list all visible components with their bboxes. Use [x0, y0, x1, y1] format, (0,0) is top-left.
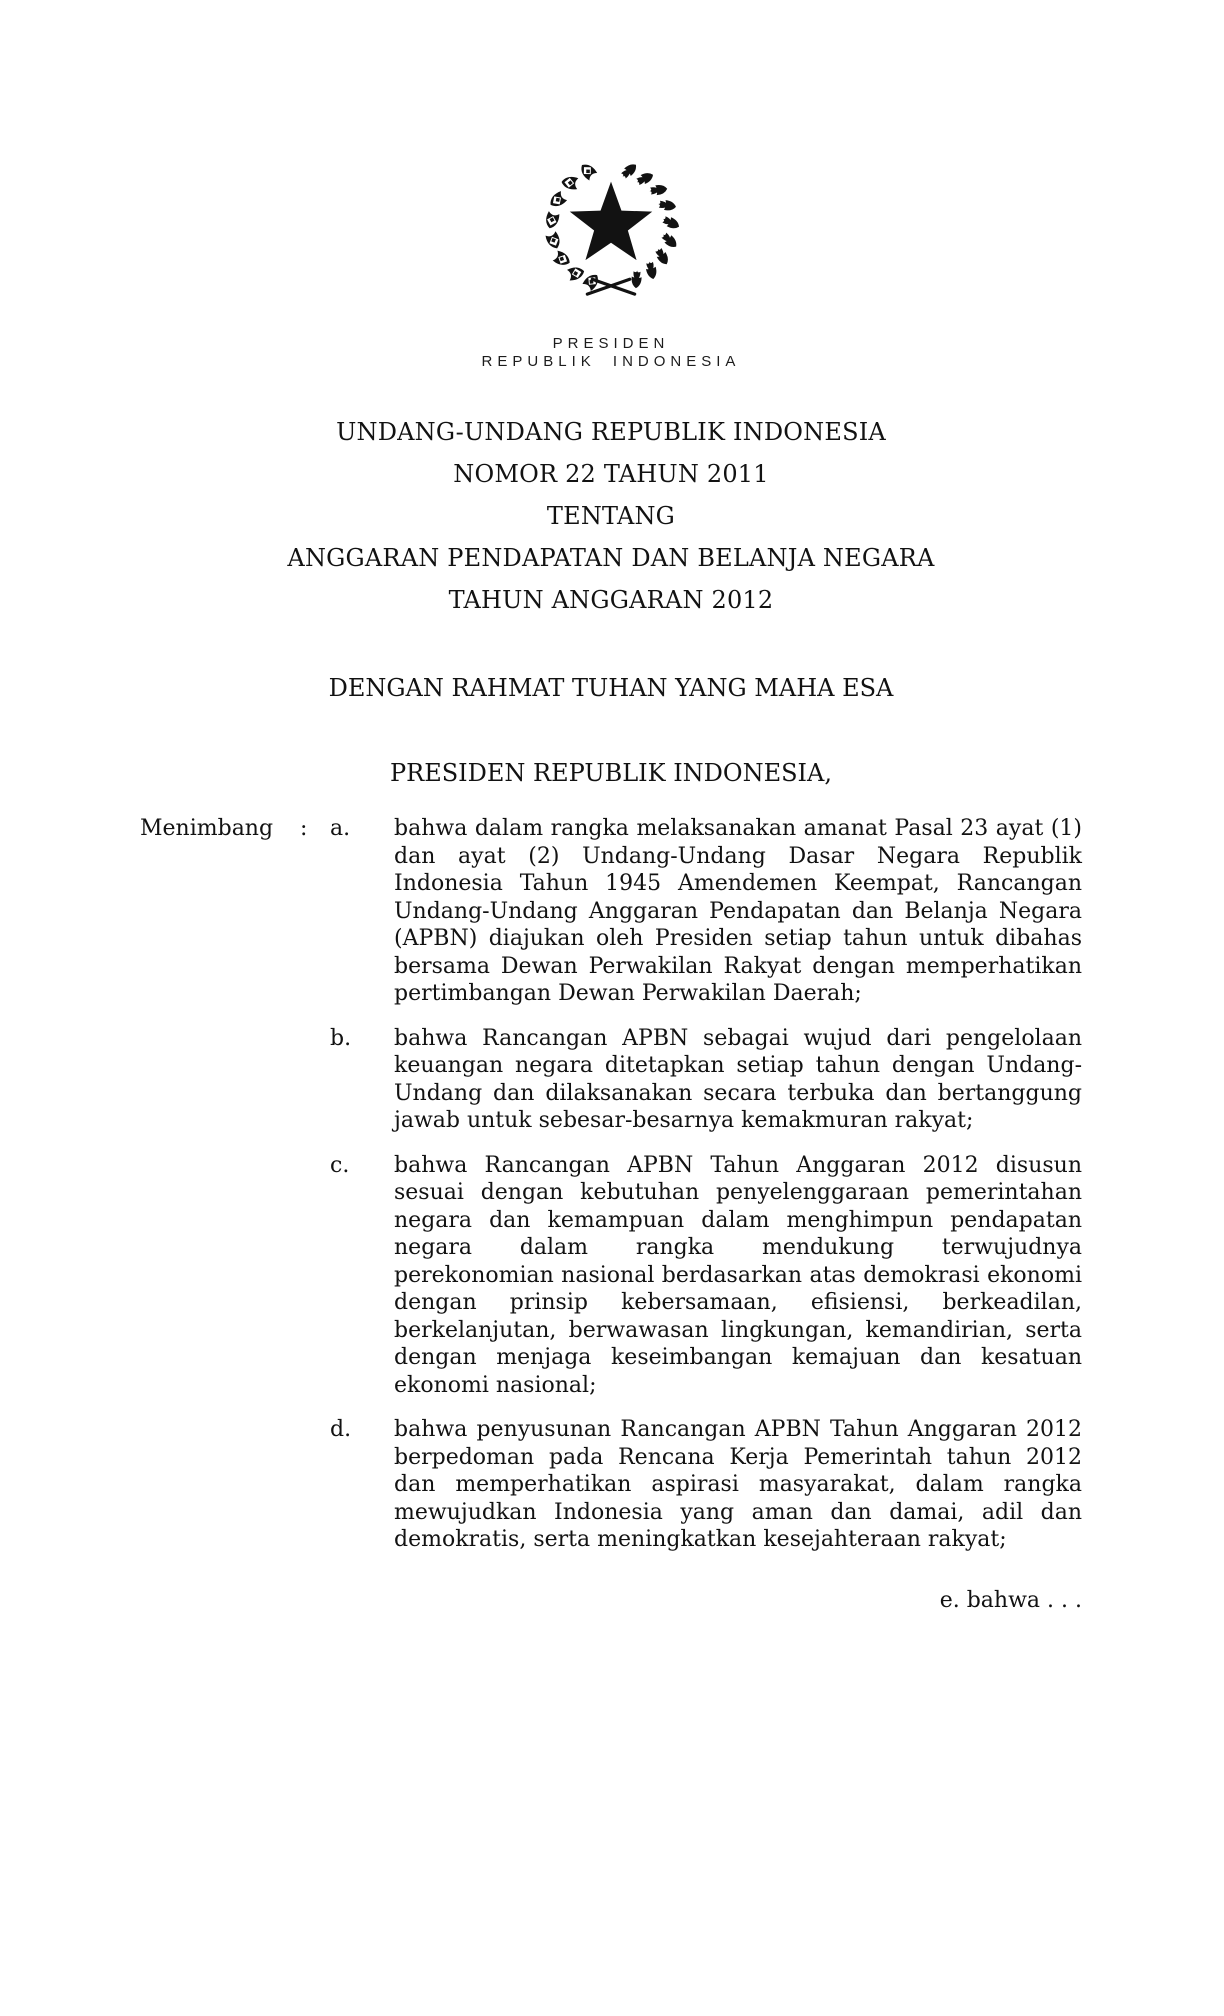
letterhead-text	[140, 335, 1082, 371]
letterhead	[140, 153, 1082, 371]
title-line-3: TENTANG	[546, 502, 676, 530]
letterhead-line-republik-indonesia: REPUBLIK INDONESIA	[481, 353, 741, 370]
consideration-item-a	[330, 815, 1082, 1008]
presidential-seal-icon	[537, 153, 685, 301]
item-letter: d.	[330, 1417, 352, 1442]
letterhead-line-presiden: PRESIDEN	[552, 335, 670, 352]
title-line-2: NOMOR 22 TAHUN 2011	[453, 460, 769, 488]
item-text: bahwa dalam rangka melaksanakan amanat Pasal 23 ayat (1) dan ayat (2) Undang-Undang Dasar Negara Republik Indonesia Tahun 1945 Amendemen Keempat, Rancangan Undang-Undang Anggaran Pendapatan dan Belanja Negara (APBN) diajukan oleh Presiden setiap tahun untuk dibahas bersama Dewan Perwakilan Rakyat dengan memperhatikan pertimbangan Dewan Perwakilan Daerah;	[394, 816, 1082, 1006]
item-text: bahwa Rancangan APBN sebagai wujud dari pengelolaan keuangan negara ditetapkan setiap tahun dengan Undang-Undang dan dilaksanakan secara terbuka dan bertanggung jawab untuk sebesar-besarnya kemakmuran rakyat;	[394, 1025, 1082, 1133]
title-line-4: ANGGARAN PENDAPATAN DAN BELANJA NEGARA	[287, 544, 935, 572]
star-glyph	[570, 182, 652, 261]
considerations-label: Menimbang	[140, 816, 274, 841]
item-letter: b.	[330, 1025, 352, 1051]
item-letter: c.	[330, 1152, 350, 1178]
invocation-line: DENGAN RAHMAT TUHAN YANG MAHA ESA	[328, 674, 894, 702]
law-title-block	[140, 411, 1082, 621]
item-text: bahwa penyusunan Rancangan APBN Tahun Anggaran 2012 berpedoman pada Rencana Kerja Pemerintah tahun 2012 dan memperhatikan aspirasi masyarakat, dalam rangka mewujudkan Indonesia yang aman dan damai, adil dan demokratis, serta meningkatkan kesejahteraan rakyat;	[394, 1417, 1082, 1552]
page-catchword: e. bahwa . . .	[939, 1587, 1082, 1613]
consideration-item-c	[330, 1152, 1082, 1400]
consideration-item-d	[330, 1416, 1082, 1554]
considerations-list	[330, 815, 1082, 1571]
considerations-section	[140, 815, 1082, 1571]
issuer-line: PRESIDEN REPUBLIK INDONESIA,	[389, 759, 832, 787]
item-text: bahwa Rancangan APBN Tahun Anggaran 2012 disusun sesuai dengan kebutuhan penyelenggaraan pemerintahan negara dan kemampuan dalam menghimpun pendapatan negara dalam rangka mendukung terwujudnya perekonomian nasional berdasarkan atas demokrasi ekonomi dengan prinsip kebersamaan, efisiensi, berkeadilan, berkelanjutan, berwawasan lingkungan, kemandirian, serta dengan menjaga keseimbangan kemajuan dan kesatuan ekonomi nasional;	[394, 1152, 1082, 1398]
item-letter: a.	[330, 816, 351, 841]
considerations-separator: :	[300, 816, 308, 841]
consideration-item-b	[330, 1025, 1082, 1135]
title-line-5: TAHUN ANGGARAN 2012	[448, 586, 774, 614]
title-line-1: UNDANG-UNDANG REPUBLIK INDONESIA	[336, 418, 886, 446]
